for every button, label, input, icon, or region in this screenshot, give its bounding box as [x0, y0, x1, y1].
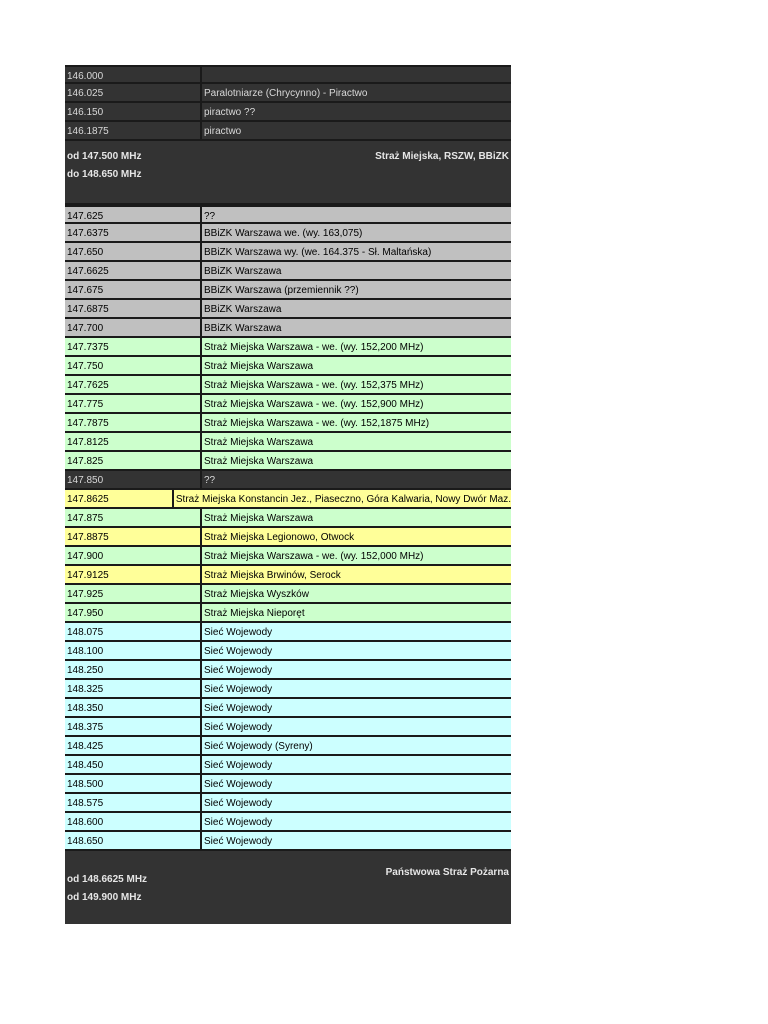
frequency-cell: 147.9125	[65, 566, 202, 583]
frequency-cell: 147.7375	[65, 338, 202, 355]
description-cell: BBiZK Warszawa we. (wy. 163,075)	[204, 228, 363, 239]
table-row	[65, 604, 511, 623]
frequency-cell: 147.6875	[65, 300, 202, 317]
frequency-cell: 147.6375	[65, 224, 202, 241]
frequency-cell: 147.750	[65, 357, 202, 374]
table-row	[65, 585, 511, 604]
frequency-cell: 148.650	[65, 832, 202, 849]
table-row	[65, 547, 511, 566]
section-1-to: do 148.650 MHz	[67, 169, 142, 180]
table-row	[65, 737, 511, 756]
description-cell: Straż Miejska Warszawa - we. (wy. 152,200 MHz)	[204, 342, 424, 353]
section-2-from: od 148.6625 MHz	[67, 874, 148, 885]
frequency-cell: 146.025	[65, 84, 202, 101]
frequency-cell: 148.250	[65, 661, 202, 678]
table-row	[65, 395, 511, 414]
frequency-cell: 148.075	[65, 623, 202, 640]
mid-rows	[65, 205, 511, 851]
frequency-cell: 147.8625	[65, 490, 174, 507]
description-cell: Sieć Wojewody	[204, 836, 273, 847]
description-cell: Sieć Wojewody	[204, 779, 273, 790]
description-cell: Straż Miejska Wyszków	[204, 589, 309, 600]
frequency-cell: 147.8125	[65, 433, 202, 450]
description-cell: Sieć Wojewody	[204, 627, 273, 638]
description-cell: BBiZK Warszawa (przemiennik ??)	[204, 285, 359, 296]
frequency-cell: 148.500	[65, 775, 202, 792]
description-cell: Straż Miejska Warszawa	[204, 456, 314, 467]
frequency-cell: 148.325	[65, 680, 202, 697]
top-rows	[65, 65, 511, 141]
frequency-cell: 147.925	[65, 585, 202, 602]
frequency-cell: 147.850	[65, 471, 202, 488]
table-row	[65, 414, 511, 433]
section-1-from: od 147.500 MHz	[67, 151, 142, 162]
section-2-to: od 149.900 MHz	[67, 892, 142, 903]
frequency-cell: 148.600	[65, 813, 202, 830]
table-row	[65, 433, 511, 452]
frequency-cell: 148.575	[65, 794, 202, 811]
description-cell: Straż Miejska Warszawa	[204, 361, 314, 372]
description-cell: Sieć Wojewody	[204, 646, 273, 657]
table-row	[65, 300, 511, 319]
description-cell: Sieć Wojewody	[204, 665, 273, 676]
frequency-cell: 148.375	[65, 718, 202, 735]
table-row	[65, 357, 511, 376]
description-cell: Straż Miejska Warszawa - we. (wy. 152,000 MHz)	[204, 551, 424, 562]
frequency-cell: 147.700	[65, 319, 202, 336]
frequency-cell: 147.8875	[65, 528, 202, 545]
description-cell: Straż Miejska Konstancin Jez., Piaseczno, Góra Kalwaria, Nowy Dwór Maz.	[175, 494, 511, 505]
table-row	[65, 528, 511, 547]
description-cell: piractwo ??	[204, 107, 256, 118]
table-row	[65, 452, 511, 471]
table-row	[65, 224, 511, 243]
description-cell: ??	[204, 211, 216, 222]
frequency-cell: 148.450	[65, 756, 202, 773]
description-cell: piractwo	[204, 126, 242, 137]
table-row	[65, 813, 511, 832]
table-row	[65, 103, 511, 122]
table-row	[65, 832, 511, 851]
description-cell: Paralotniarze (Chrycynno) - Piractwo	[204, 88, 368, 99]
description-cell: Straż Miejska Brwinów, Serock	[204, 570, 341, 581]
description-cell: Straż Miejska Warszawa - we. (wy. 152,1875 MHz)	[204, 418, 430, 429]
frequency-cell: 147.625	[65, 207, 202, 222]
description-cell: BBiZK Warszawa	[204, 266, 282, 277]
description-cell: Sieć Wojewody	[204, 798, 273, 809]
table-row	[65, 623, 511, 642]
frequency-cell: 148.100	[65, 642, 202, 659]
frequency-cell: 146.000	[65, 67, 202, 82]
description-cell: Straż Miejska Legionowo, Otwock	[204, 532, 355, 543]
frequency-cell: 146.150	[65, 103, 202, 120]
section-1-title: Straż Miejska, RSZW, BBiZK	[375, 151, 509, 162]
description-cell: Sieć Wojewody	[204, 760, 273, 771]
frequency-cell: 147.7625	[65, 376, 202, 393]
section-header-1	[65, 141, 511, 205]
table-row	[65, 319, 511, 338]
description-cell: Sieć Wojewody	[204, 703, 273, 714]
table-row	[65, 642, 511, 661]
table-row	[65, 205, 511, 224]
description-cell: Sieć Wojewody	[204, 722, 273, 733]
table-row	[65, 509, 511, 528]
description-cell: BBiZK Warszawa	[204, 304, 282, 315]
table-row	[65, 661, 511, 680]
description-cell: Straż Miejska Nieporęt	[204, 608, 305, 619]
frequency-cell: 147.7875	[65, 414, 202, 431]
description-cell: Sieć Wojewody	[204, 817, 273, 828]
section-2-title: Państwowa Straż Pożarna	[385, 867, 509, 878]
frequency-cell: 147.825	[65, 452, 202, 469]
frequency-cell: 147.675	[65, 281, 202, 298]
frequency-cell: 148.425	[65, 737, 202, 754]
frequency-cell: 147.900	[65, 547, 202, 564]
table-row	[65, 566, 511, 585]
table-row	[65, 718, 511, 737]
table-row	[65, 338, 511, 357]
table-row	[65, 122, 511, 141]
description-cell: BBiZK Warszawa wy. (we. 164.375 - Sł. Maltańska)	[204, 247, 432, 258]
frequency-cell: 147.875	[65, 509, 202, 526]
table-row	[65, 84, 511, 103]
table-row	[65, 376, 511, 395]
description-cell: Straż Miejska Warszawa - we. (wy. 152,900 MHz)	[204, 399, 424, 410]
section-header-2	[65, 851, 511, 924]
description-cell	[202, 67, 511, 82]
table-row	[65, 471, 511, 490]
description-cell: ??	[204, 475, 216, 486]
frequency-cell: 147.650	[65, 243, 202, 260]
frequency-cell: 147.775	[65, 395, 202, 412]
table-row	[65, 680, 511, 699]
description-cell: Straż Miejska Warszawa	[204, 437, 314, 448]
table-row	[65, 281, 511, 300]
table-row	[65, 490, 511, 509]
description-cell: Straż Miejska Warszawa - we. (wy. 152,375 MHz)	[204, 380, 424, 391]
frequency-cell: 148.350	[65, 699, 202, 716]
table-row	[65, 243, 511, 262]
frequency-table	[65, 65, 511, 924]
description-cell: BBiZK Warszawa	[204, 323, 282, 334]
description-cell: Sieć Wojewody	[204, 684, 273, 695]
frequency-cell: 147.6625	[65, 262, 202, 279]
table-row	[65, 65, 511, 84]
table-row	[65, 756, 511, 775]
table-row	[65, 794, 511, 813]
description-cell: Sieć Wojewody (Syreny)	[204, 741, 313, 752]
frequency-cell: 147.950	[65, 604, 202, 621]
description-cell: Straż Miejska Warszawa	[204, 513, 314, 524]
table-row	[65, 699, 511, 718]
table-row	[65, 262, 511, 281]
table-row	[65, 775, 511, 794]
frequency-cell: 146.1875	[65, 122, 202, 139]
